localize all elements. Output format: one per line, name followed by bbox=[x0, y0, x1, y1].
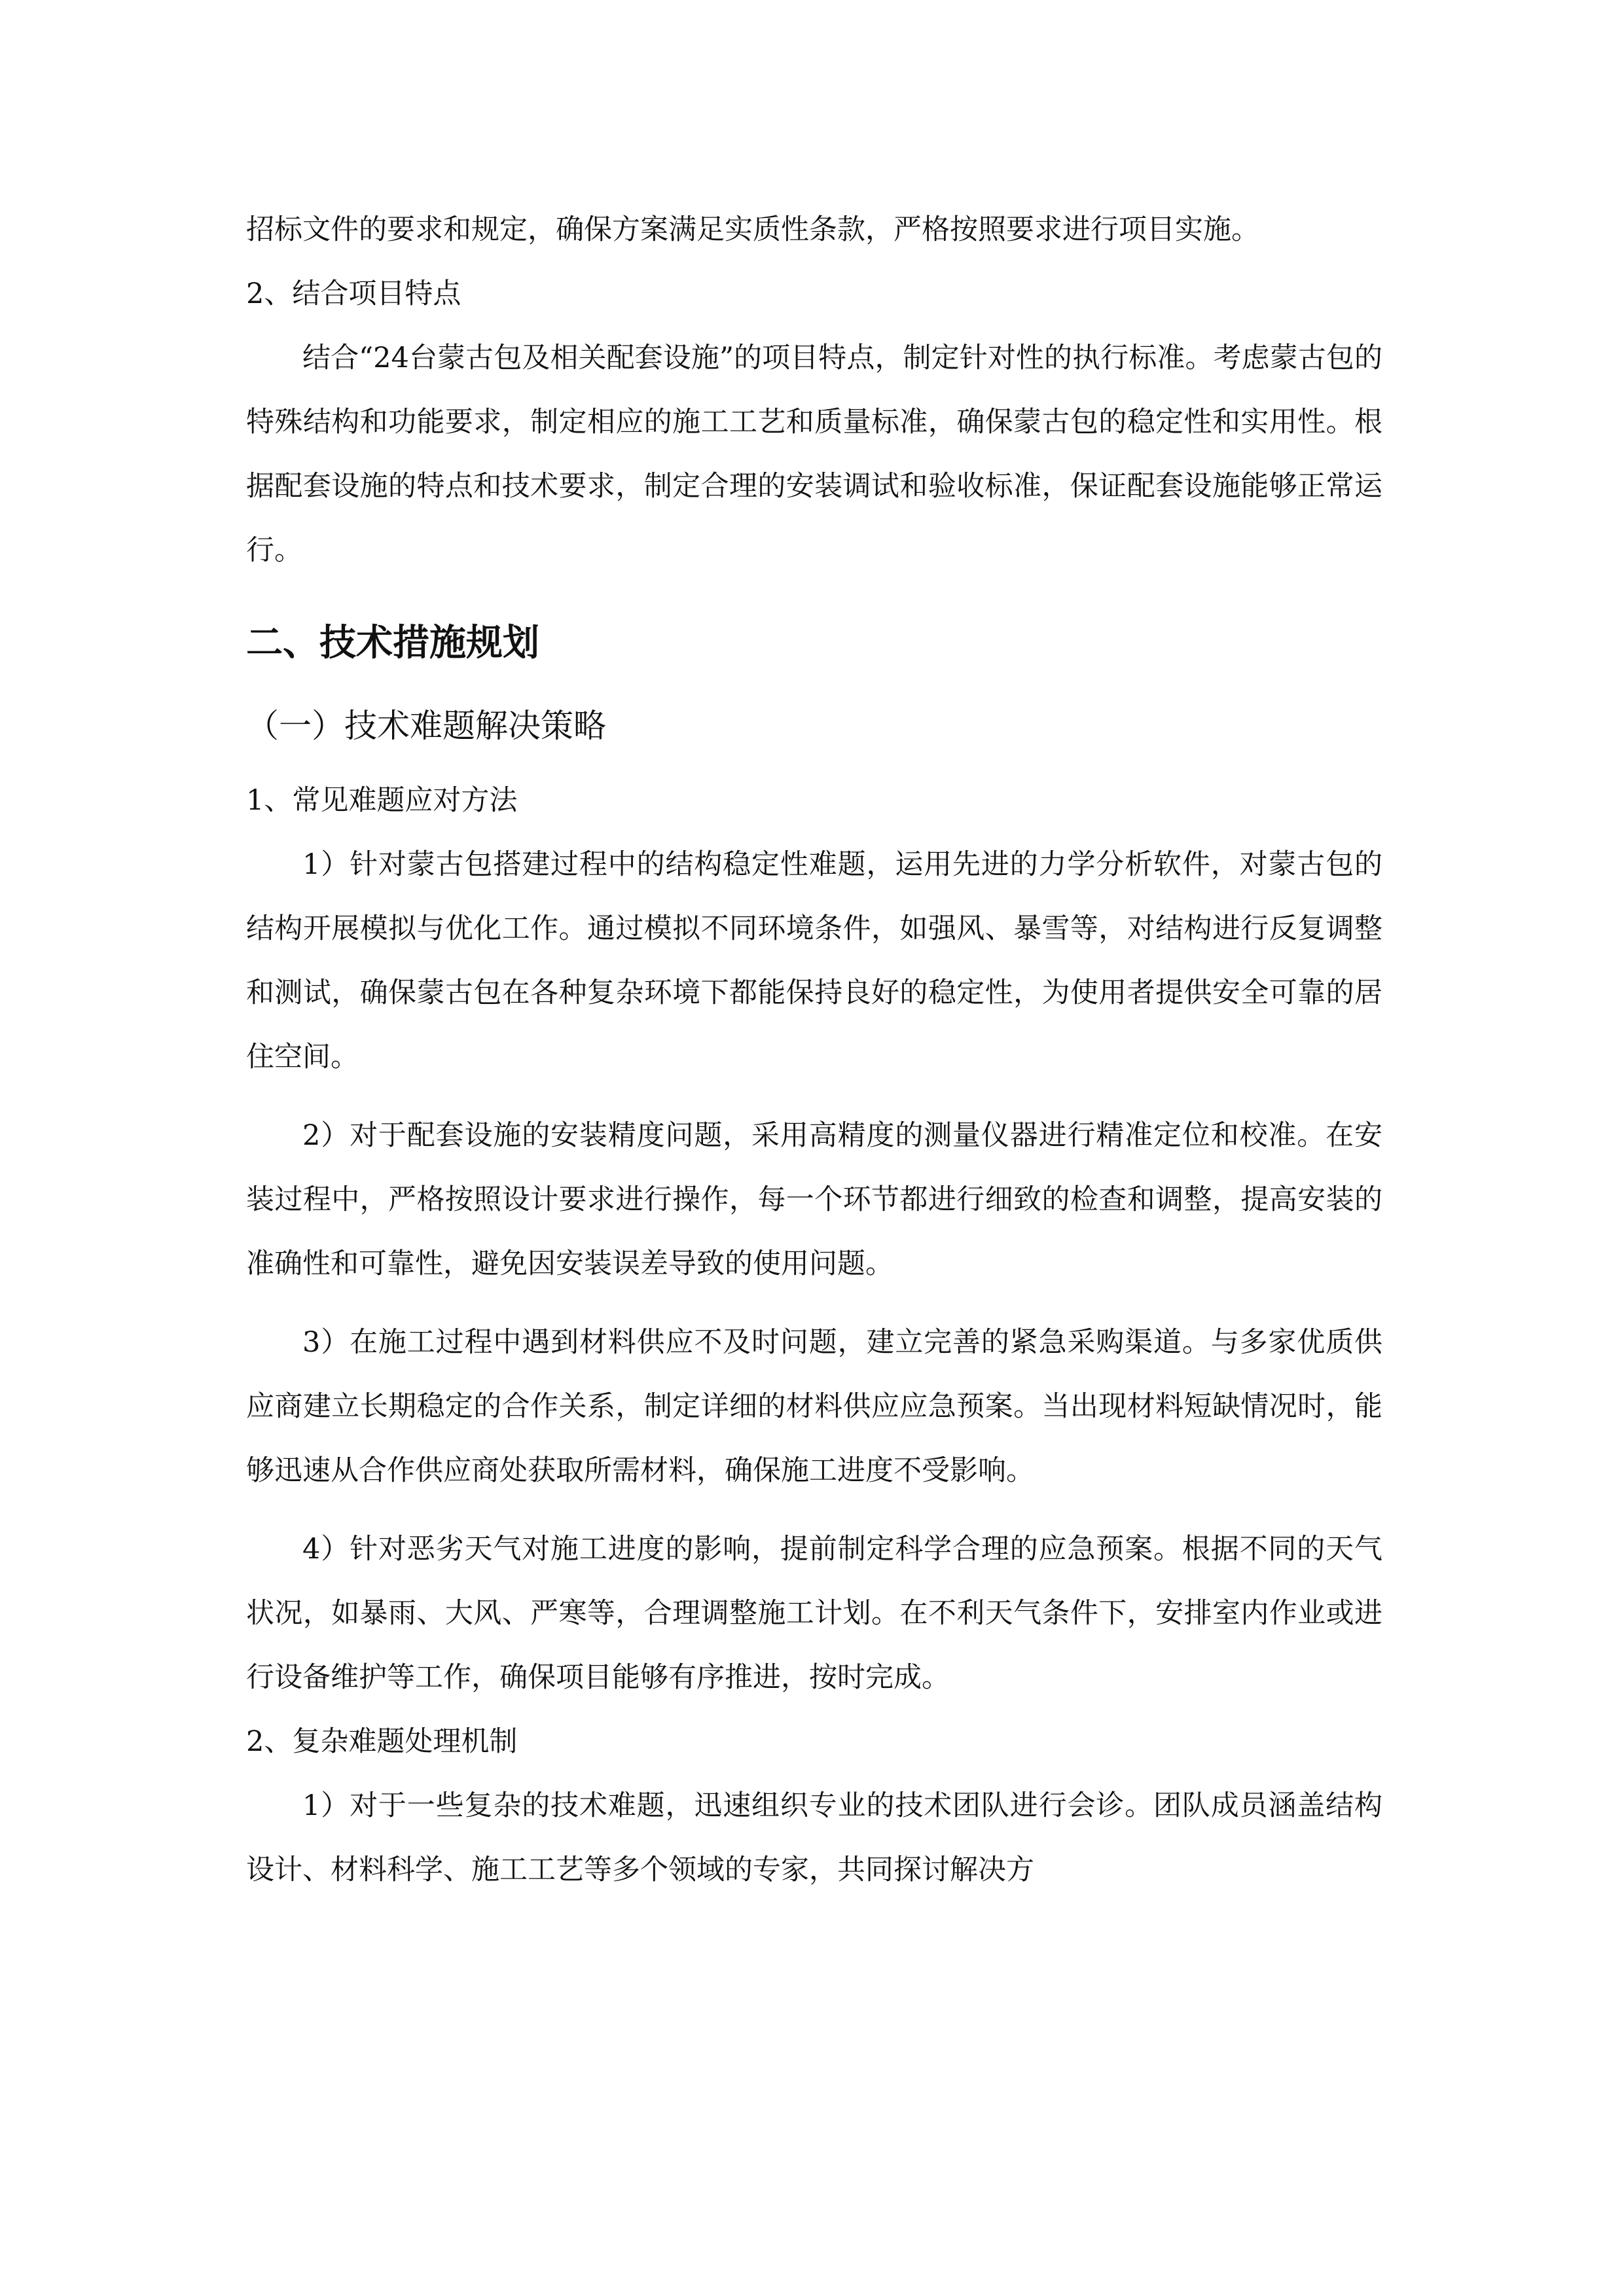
item-title-complex-difficulties: 2、复杂难题处理机制 bbox=[246, 1725, 518, 1758]
paragraph-bad-weather: 4）针对恶劣天气对施工进度的影响，提前制定科学合理的应急预案。根据不同的天气状况，如暴雨、大风、严寒等，合理调整施工计划。在不利天气条件下，安排室内作业或进行设备维护等工作，确保项目能够有序推进，按时完成。 bbox=[246, 1533, 1382, 1694]
paragraph-structural-stability: 1）针对蒙古包搭建过程中的结构稳定性难题，运用先进的力学分析软件，对蒙古包的结构开展模拟与优化工作。通过模拟不同环境条件，如强风、暴雪等，对结构进行反复调整和测试，确保蒙古包在各种复杂环境下都能保持良好的稳定性，为使用者提供安全可靠的居住空间。 bbox=[246, 848, 1382, 1073]
document-body bbox=[246, 198, 1382, 1902]
item-title-common-difficulties: 1、常见难题应对方法 bbox=[246, 784, 518, 817]
paragraph-material-supply: 3）在施工过程中遇到材料供应不及时问题，建立完善的紧急采购渠道。与多家优质供应商建立长期稳定的合作关系，制定详细的材料供应应急预案。当出现材料短缺情况时，能够迅速从合作供应商处获取所需材料，确保施工进度不受影响。 bbox=[246, 1326, 1382, 1487]
paragraph-installation-precision: 2）对于配套设施的安装精度问题，采用高精度的测量仪器进行精准定位和校准。在安装过程中，严格按照设计要求进行操作，每一个环节都进行细致的检查和调整，提高安装的准确性和可靠性，避免因安装误差导致的使用问题。 bbox=[246, 1119, 1382, 1280]
paragraph-project-features: 结合“24台蒙古包及相关配套设施”的项目特点，制定针对性的执行标准。考虑蒙古包的特殊结构和功能要求，制定相应的施工工艺和质量标准，确保蒙古包的稳定性和实用性。根据配套设施的特点和技术要求，制定合理的安装调试和验收标准，保证配套设施能够正常运行。 bbox=[246, 342, 1382, 567]
item-title-project-features: 2、结合项目特点 bbox=[246, 278, 461, 310]
paragraph-continuation: 招标文件的要求和规定，确保方案满足实质性条款，严格按照要求进行项目实施。 bbox=[246, 213, 1259, 246]
section-heading-technical-measures: 二、技术措施规划 bbox=[246, 622, 539, 664]
subsection-heading-technical-difficulties: （一）技术难题解决策略 bbox=[246, 707, 606, 745]
paragraph-expert-consultation: 1）对于一些复杂的技术难题，迅速组织专业的技术团队进行会诊。团队成员涵盖结构设计、材料科学、施工工艺等多个领域的专家，共同探讨解决方 bbox=[246, 1789, 1382, 1886]
